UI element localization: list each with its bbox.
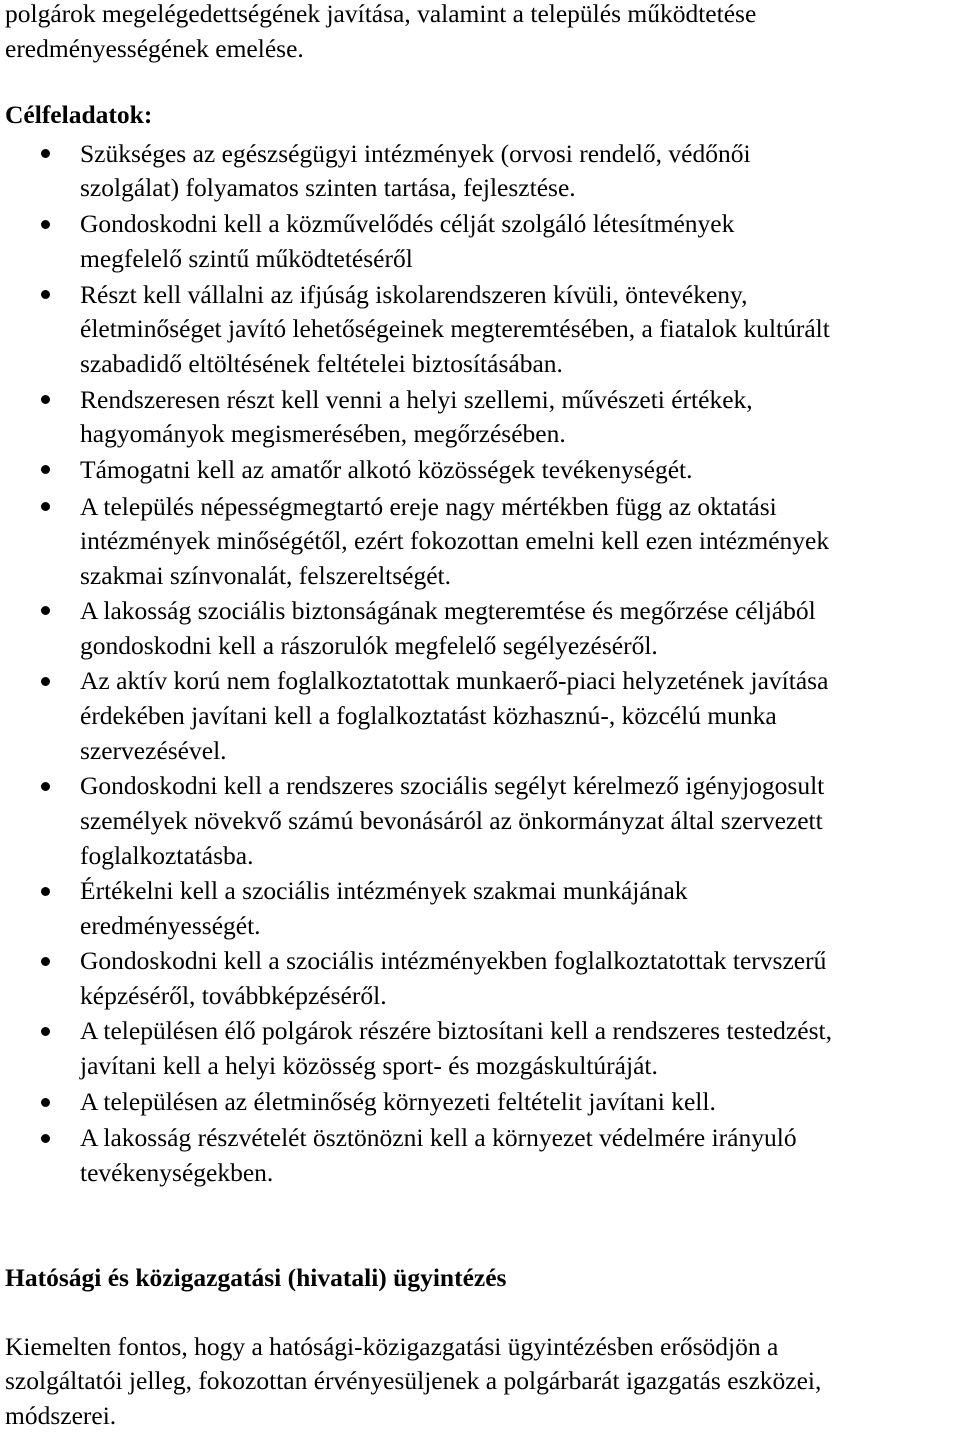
list-item-line: A településen az életminőség környezeti feltételit javítani kell. bbox=[80, 1087, 716, 1116]
bullet-icon bbox=[41, 887, 50, 896]
list-item-line: javítani kell a helyi közösség sport- és mozgáskultúráját. bbox=[80, 1051, 658, 1080]
list-item-line: életminőséget javító lehetőségeinek megteremtésében, a fiatalok kultúrált bbox=[80, 314, 830, 343]
list-item-line: A lakosság szociális biztonságának megteremtése és megőrzése céljából bbox=[80, 596, 816, 625]
list-item-line: szervezésével. bbox=[80, 736, 227, 765]
list-item-line: Szükséges az egészségügyi intézmények (orvosi rendelő, védőnői bbox=[80, 139, 751, 168]
list-item-line: Gondoskodni kell a szociális intézményekben foglalkoztatottak tervszerű bbox=[80, 946, 827, 975]
bullet-icon bbox=[41, 957, 50, 966]
list-item-line: szakmai színvonalát, felszereltségét. bbox=[80, 561, 452, 590]
list-item-line: Értékelni kell a szociális intézmények szakmai munkájának bbox=[80, 876, 688, 905]
paragraph-line: módszerei. bbox=[5, 1401, 117, 1430]
bullet-icon bbox=[41, 220, 50, 229]
list-item-line: Támogatni kell az amatőr alkotó közösségek tevékenységét. bbox=[80, 455, 693, 484]
bullet-icon bbox=[41, 502, 50, 511]
bullet-icon bbox=[41, 290, 50, 299]
list-item-line: Gondoskodni kell a rendszeres szociális segélyt kérelmező igényjogosult bbox=[80, 771, 825, 800]
list-item-line: szabadidő eltöltésének feltételei biztosításában. bbox=[80, 349, 563, 378]
list-item-line: A lakosság részvételét ösztönözni kell a környezet védelmére irányuló bbox=[80, 1123, 797, 1152]
bullet-icon bbox=[41, 1098, 50, 1107]
paragraph-line: Kiemelten fontos, hogy a hatósági-közigazgatási ügyintézésben erősödjön a bbox=[5, 1332, 779, 1361]
intro-line-2: eredményességének emelése. bbox=[5, 34, 304, 63]
list-item-line: megfelelő szintű működtetéséről bbox=[80, 244, 413, 273]
bullet-icon bbox=[41, 1027, 50, 1036]
list-item-line: érdekében javítani kell a foglalkoztatást közhasznú-, közcélú munka bbox=[80, 701, 777, 730]
bullet-icon bbox=[41, 677, 50, 686]
list-item-line: Gondoskodni kell a közművelődés célját szolgáló létesítmények bbox=[80, 209, 735, 238]
list-item-line: A település népességmegtartó ereje nagy mértékben függ az oktatási bbox=[80, 492, 777, 521]
bullet-icon bbox=[41, 1134, 50, 1143]
list-item-line: Rendszeresen részt kell venni a helyi szellemi, művészeti értékek, bbox=[80, 385, 753, 414]
list-item-line: tevékenységekben. bbox=[80, 1158, 274, 1187]
paragraph-line: szolgáltatói jelleg, fokozottan érvényesüljenek a polgárbarát igazgatás eszközei, bbox=[5, 1366, 822, 1395]
list-item-line: képzéséről, továbbképzéséről. bbox=[80, 981, 387, 1010]
list-item-line: foglalkoztatásba. bbox=[80, 841, 254, 870]
celfeladatok-heading: Célfeladatok: bbox=[5, 100, 153, 129]
intro-line-1: polgárok megelégedettségének javítása, valamint a település működtetése bbox=[5, 0, 757, 28]
bullet-icon bbox=[41, 606, 50, 615]
bullet-icon bbox=[41, 782, 50, 791]
list-item-line: gondoskodni kell a rászorulók megfelelő segélyezéséről. bbox=[80, 631, 658, 660]
list-item-line: intézmények minőségétől, ezért fokozottan emelni kell ezen intézmények bbox=[80, 526, 830, 555]
list-item-line: szolgálat) folyamatos szinten tartása, fejlesztése. bbox=[80, 173, 576, 202]
list-item-line: hagyományok megismerésében, megőrzésében. bbox=[80, 419, 566, 448]
list-item-line: eredményességét. bbox=[80, 911, 261, 940]
bullet-icon bbox=[41, 149, 50, 158]
section-heading: Hatósági és közigazgatási (hivatali) ügyintézés bbox=[5, 1263, 507, 1292]
bullet-icon bbox=[41, 465, 50, 474]
list-item-line: Az aktív korú nem foglalkoztatottak munkaerő-piaci helyzetének javítása bbox=[80, 666, 829, 695]
list-item-line: Részt kell vállalni az ifjúság iskolarendszeren kívüli, öntevékeny, bbox=[80, 280, 748, 309]
list-item-line: A településen élő polgárok részére biztosítani kell a rendszeres testedzést, bbox=[80, 1016, 832, 1045]
list-item-line: személyek növekvő számú bevonásáról az önkormányzat által szervezett bbox=[80, 806, 823, 835]
bullet-icon bbox=[41, 395, 50, 404]
